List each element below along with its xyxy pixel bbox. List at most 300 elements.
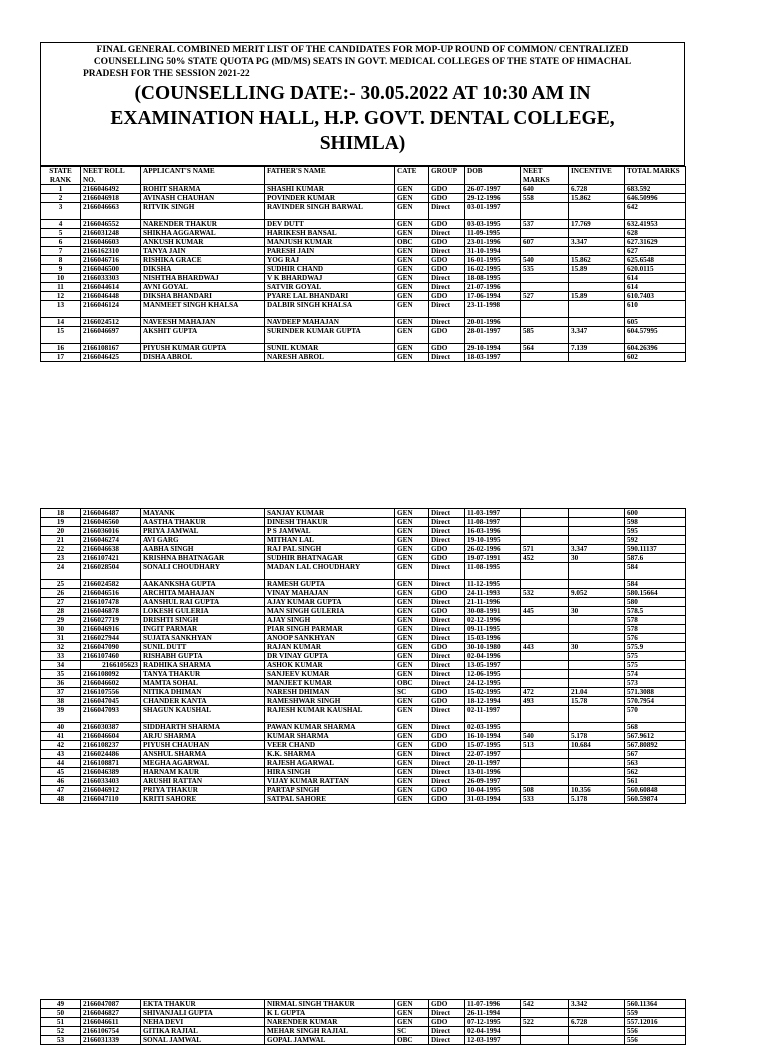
cell-category: GEN: [395, 652, 429, 661]
cell-dob: 24-11-1993: [465, 589, 521, 598]
cell-total-marks: 595: [625, 527, 686, 536]
cell-state-rank: 19: [41, 518, 81, 527]
cell-incentive: [569, 580, 625, 589]
table-row: [41, 598, 686, 607]
cell-neet-marks: 537: [521, 220, 569, 229]
cell-neet-marks: 607: [521, 238, 569, 247]
cell-total-marks: 580: [625, 598, 686, 607]
cell-dob: 16-03-1996: [465, 527, 521, 536]
cell-father-name: KUMAR SHARMA: [265, 732, 395, 741]
cell-category: GEN: [395, 634, 429, 643]
cell-neet-roll-no: 2166024582: [81, 580, 141, 589]
cell-total-marks: 646.50996: [625, 194, 686, 203]
table-body: [41, 185, 686, 362]
cell-state-rank: 48: [41, 795, 81, 804]
cell-applicant-name: DISHA ABROL: [141, 353, 265, 362]
cell-father-name: MANJUSH KUMAR: [265, 238, 395, 247]
cell-dob: 16-10-1994: [465, 732, 521, 741]
cell-total-marks: 574: [625, 670, 686, 679]
cell-neet-marks: [521, 229, 569, 238]
cell-category: GEN: [395, 589, 429, 598]
cell-category: GEN: [395, 741, 429, 750]
cell-father-name: PARESH JAIN: [265, 247, 395, 256]
cell-total-marks: 559: [625, 1009, 686, 1018]
cell-neet-roll-no: 2166036016: [81, 527, 141, 536]
cell-applicant-name: MANMEET SINGH KHALSA: [141, 301, 265, 318]
cell-neet-marks: [521, 1027, 569, 1036]
cell-incentive: [569, 723, 625, 732]
cell-incentive: [569, 661, 625, 670]
cell-incentive: [569, 768, 625, 777]
cell-dob: 13-01-1996: [465, 768, 521, 777]
cell-group: Direct: [429, 768, 465, 777]
cell-dob: 16-02-1995: [465, 265, 521, 274]
table-body: [41, 1000, 686, 1045]
cell-dob: 20-01-1996: [465, 318, 521, 327]
cell-father-name: ANOOP SANKHYAN: [265, 634, 395, 643]
cell-neet-marks: 564: [521, 344, 569, 353]
cell-father-name: SANJEEV KUMAR: [265, 670, 395, 679]
cell-state-rank: 22: [41, 545, 81, 554]
cell-neet-marks: 571: [521, 545, 569, 554]
table-row: [41, 301, 686, 318]
cell-incentive: 5.178: [569, 795, 625, 804]
col-neet-roll: NEET ROLL NO.: [81, 167, 141, 185]
cell-dob: 16-01-1995: [465, 256, 521, 265]
cell-applicant-name: ANSHUL SHARMA: [141, 750, 265, 759]
cell-group: Direct: [429, 301, 465, 318]
cell-total-marks: 563: [625, 759, 686, 768]
cell-applicant-name: RADHIKA SHARMA: [141, 661, 265, 670]
cell-dob: 12-06-1995: [465, 670, 521, 679]
cell-group: Direct: [429, 652, 465, 661]
cell-total-marks: 602: [625, 353, 686, 362]
cell-group: GDO: [429, 545, 465, 554]
cell-category: GEN: [395, 786, 429, 795]
table-row: [41, 518, 686, 527]
cell-incentive: [569, 563, 625, 580]
cell-category: GEN: [395, 536, 429, 545]
cell-applicant-name: HARNAM KAUR: [141, 768, 265, 777]
cell-father-name: NARESH ABROL: [265, 353, 395, 362]
cell-applicant-name: AAKANKSHA GUPTA: [141, 580, 265, 589]
table-row: [41, 563, 686, 580]
cell-dob: 30-08-1991: [465, 607, 521, 616]
table-row: [41, 265, 686, 274]
cell-total-marks: 587.6: [625, 554, 686, 563]
cell-dob: 02-11-1997: [465, 706, 521, 723]
cell-category: GEN: [395, 247, 429, 256]
cell-category: GEN: [395, 318, 429, 327]
cell-neet-roll-no: 2166108237: [81, 741, 141, 750]
table-row: [41, 1027, 686, 1036]
cell-dob: 10-04-1995: [465, 786, 521, 795]
cell-dob: 18-03-1997: [465, 353, 521, 362]
cell-neet-roll-no: 2166030387: [81, 723, 141, 732]
document-heading: [40, 42, 685, 166]
cell-state-rank: 5: [41, 229, 81, 238]
cell-group: GDO: [429, 1018, 465, 1027]
heading-big-line-3: SHIMLA): [319, 133, 406, 154]
cell-state-rank: 14: [41, 318, 81, 327]
cell-applicant-name: MEGHA AGARWAL: [141, 759, 265, 768]
cell-dob: 26-02-1996: [465, 545, 521, 554]
cell-group: GDO: [429, 786, 465, 795]
cell-applicant-name: PRIYA JAMWAL: [141, 527, 265, 536]
cell-dob: 09-11-1995: [465, 625, 521, 634]
heading-line-2: COUNSELLING 50% STATE QUOTA PG (MD/MS) SEATS IN GOVT. MEDICAL COLLEGES OF THE STATE OF HIMACHAL: [93, 57, 632, 67]
merit-table-block-2: [40, 508, 686, 804]
cell-neet-roll-no: 2166046492: [81, 185, 141, 194]
table-row: [41, 652, 686, 661]
cell-applicant-name: PIYUSH KUMAR GUPTA: [141, 344, 265, 353]
cell-applicant-name: AVNI GOYAL: [141, 283, 265, 292]
cell-group: Direct: [429, 353, 465, 362]
cell-dob: 18-12-1994: [465, 697, 521, 706]
cell-group: Direct: [429, 750, 465, 759]
heading-line-3: PRADESH FOR THE SESSION 2021-22: [83, 69, 250, 79]
cell-category: GEN: [395, 527, 429, 536]
cell-total-marks: 568: [625, 723, 686, 732]
cell-category: GEN: [395, 616, 429, 625]
cell-neet-marks: 533: [521, 795, 569, 804]
cell-applicant-name: ARCHITA MAHAJAN: [141, 589, 265, 598]
cell-total-marks: 567: [625, 750, 686, 759]
table-row: [41, 536, 686, 545]
cell-group: Direct: [429, 616, 465, 625]
cell-neet-marks: 445: [521, 607, 569, 616]
cell-incentive: [569, 301, 625, 318]
cell-group: GDO: [429, 795, 465, 804]
cell-group: GDO: [429, 344, 465, 353]
col-applicant-name: APPLICANT'S NAME: [141, 167, 265, 185]
cell-group: Direct: [429, 723, 465, 732]
cell-group: Direct: [429, 274, 465, 283]
table-row: [41, 750, 686, 759]
cell-state-rank: 41: [41, 732, 81, 741]
cell-neet-roll-no: 2166047090: [81, 643, 141, 652]
cell-total-marks: 584: [625, 563, 686, 580]
cell-incentive: [569, 759, 625, 768]
cell-neet-marks: 532: [521, 589, 569, 598]
cell-incentive: 3.347: [569, 238, 625, 247]
cell-total-marks: 556: [625, 1027, 686, 1036]
cell-group: Direct: [429, 661, 465, 670]
table-row: [41, 723, 686, 732]
cell-neet-roll-no: 2166027719: [81, 616, 141, 625]
cell-applicant-name: TANYA JAIN: [141, 247, 265, 256]
cell-neet-roll-no: 2166031248: [81, 229, 141, 238]
cell-state-rank: 30: [41, 625, 81, 634]
cell-neet-marks: [521, 723, 569, 732]
cell-neet-roll-no: 2166028504: [81, 563, 141, 580]
cell-state-rank: 47: [41, 786, 81, 795]
cell-father-name: DINESH THAKUR: [265, 518, 395, 527]
table-row: [41, 1036, 686, 1045]
counselling-date-heading: [41, 81, 684, 156]
cell-dob: 26-11-1994: [465, 1009, 521, 1018]
cell-category: GEN: [395, 220, 429, 229]
cell-category: GEN: [395, 545, 429, 554]
cell-group: Direct: [429, 518, 465, 527]
cell-applicant-name: AKSHIT GUPTA: [141, 327, 265, 344]
cell-state-rank: 34: [41, 661, 81, 670]
cell-neet-marks: [521, 777, 569, 786]
cell-neet-marks: [521, 247, 569, 256]
cell-total-marks: 632.41953: [625, 220, 686, 229]
table-row: [41, 238, 686, 247]
cell-dob: 28-01-1997: [465, 327, 521, 344]
cell-category: GEN: [395, 777, 429, 786]
cell-father-name: YOG RAJ: [265, 256, 395, 265]
cell-applicant-name: RITVIK SINGH: [141, 203, 265, 220]
cell-neet-marks: 540: [521, 256, 569, 265]
cell-category: GEN: [395, 732, 429, 741]
cell-applicant-name: NEHA DEVI: [141, 1018, 265, 1027]
cell-applicant-name: ARJU SHARMA: [141, 732, 265, 741]
cell-total-marks: 575: [625, 661, 686, 670]
cell-applicant-name: NITIKA DHIMAN: [141, 688, 265, 697]
cell-applicant-name: MAYANK: [141, 509, 265, 518]
cell-father-name: NIRMAL SINGH THAKUR: [265, 1000, 395, 1009]
cell-neet-roll-no: 2166047093: [81, 706, 141, 723]
cell-neet-marks: [521, 1036, 569, 1045]
cell-applicant-name: TANYA THAKUR: [141, 670, 265, 679]
cell-incentive: [569, 318, 625, 327]
table-row: [41, 688, 686, 697]
cell-neet-roll-no: 2166046552: [81, 220, 141, 229]
cell-group: Direct: [429, 509, 465, 518]
cell-neet-marks: [521, 759, 569, 768]
cell-neet-roll-no: 2166046603: [81, 238, 141, 247]
cell-neet-marks: [521, 536, 569, 545]
cell-category: GEN: [395, 1000, 429, 1009]
cell-incentive: [569, 679, 625, 688]
cell-total-marks: 604.26396: [625, 344, 686, 353]
cell-group: GDO: [429, 589, 465, 598]
table-row: [41, 643, 686, 652]
cell-incentive: [569, 509, 625, 518]
cell-applicant-name: DIKSHA: [141, 265, 265, 274]
table-row: [41, 795, 686, 804]
table-row: [41, 616, 686, 625]
cell-total-marks: 590.11137: [625, 545, 686, 554]
table-row: [41, 185, 686, 194]
cell-neet-roll-no: 2166107478: [81, 598, 141, 607]
cell-group: Direct: [429, 1027, 465, 1036]
cell-total-marks: 561: [625, 777, 686, 786]
cell-dob: 02-12-1996: [465, 616, 521, 625]
table-row: [41, 327, 686, 344]
cell-state-rank: 38: [41, 697, 81, 706]
cell-incentive: 30: [569, 607, 625, 616]
cell-neet-roll-no: 2166046560: [81, 518, 141, 527]
table-row: [41, 353, 686, 362]
cell-neet-roll-no: 2166108092: [81, 670, 141, 679]
cell-group: GDO: [429, 732, 465, 741]
table-row: [41, 292, 686, 301]
cell-incentive: [569, 652, 625, 661]
cell-applicant-name: ARUSHI RATTAN: [141, 777, 265, 786]
cell-applicant-name: KRISHNA BHATNAGAR: [141, 554, 265, 563]
cell-total-marks: 614: [625, 274, 686, 283]
cell-father-name: PAWAN KUMAR SHARMA: [265, 723, 395, 732]
cell-neet-roll-no: 2166033403: [81, 777, 141, 786]
cell-incentive: [569, 518, 625, 527]
cell-incentive: [569, 598, 625, 607]
cell-neet-marks: [521, 625, 569, 634]
cell-state-rank: 33: [41, 652, 81, 661]
cell-state-rank: 52: [41, 1027, 81, 1036]
cell-incentive: 3.347: [569, 545, 625, 554]
cell-total-marks: 571.3088: [625, 688, 686, 697]
cell-category: OBC: [395, 1036, 429, 1045]
cell-group: GDO: [429, 607, 465, 616]
cell-category: GEN: [395, 670, 429, 679]
col-group: GROUP: [429, 167, 465, 185]
cell-neet-roll-no: 2166107421: [81, 554, 141, 563]
cell-group: GDO: [429, 741, 465, 750]
table-row: [41, 554, 686, 563]
cell-father-name: MITHAN LAL: [265, 536, 395, 545]
cell-category: GEN: [395, 301, 429, 318]
cell-category: SC: [395, 688, 429, 697]
cell-neet-marks: [521, 301, 569, 318]
cell-category: SC: [395, 1027, 429, 1036]
cell-state-rank: 32: [41, 643, 81, 652]
cell-category: GEN: [395, 768, 429, 777]
cell-incentive: 10.684: [569, 741, 625, 750]
cell-incentive: 7.139: [569, 344, 625, 353]
cell-state-rank: 18: [41, 509, 81, 518]
cell-neet-marks: 522: [521, 1018, 569, 1027]
cell-neet-roll-no: 2166046611: [81, 1018, 141, 1027]
cell-incentive: [569, 274, 625, 283]
cell-total-marks: 628: [625, 229, 686, 238]
cell-dob: 23-11-1998: [465, 301, 521, 318]
table-row: [41, 1018, 686, 1027]
cell-neet-roll-no: 2166046500: [81, 265, 141, 274]
cell-state-rank: 31: [41, 634, 81, 643]
table-row: [41, 283, 686, 292]
cell-state-rank: 12: [41, 292, 81, 301]
table-row: [41, 580, 686, 589]
cell-neet-marks: [521, 318, 569, 327]
cell-applicant-name: KRITI SAHORE: [141, 795, 265, 804]
cell-state-rank: 42: [41, 741, 81, 750]
cell-father-name: SUDHIR CHAND: [265, 265, 395, 274]
cell-category: GEN: [395, 661, 429, 670]
cell-incentive: [569, 706, 625, 723]
cell-neet-roll-no: 2166046697: [81, 327, 141, 344]
cell-neet-roll-no: 2166046912: [81, 786, 141, 795]
cell-state-rank: 46: [41, 777, 81, 786]
cell-neet-marks: 585: [521, 327, 569, 344]
cell-category: GEN: [395, 256, 429, 265]
cell-father-name: K.K. SHARMA: [265, 750, 395, 759]
cell-neet-roll-no: 2166027944: [81, 634, 141, 643]
cell-neet-marks: 443: [521, 643, 569, 652]
cell-category: GEN: [395, 265, 429, 274]
cell-state-rank: 44: [41, 759, 81, 768]
cell-group: Direct: [429, 777, 465, 786]
cell-dob: 31-10-1994: [465, 247, 521, 256]
cell-incentive: 15.89: [569, 292, 625, 301]
cell-group: GDO: [429, 185, 465, 194]
cell-dob: 11-09-1995: [465, 229, 521, 238]
cell-dob: 20-11-1997: [465, 759, 521, 768]
cell-total-marks: 578.5: [625, 607, 686, 616]
cell-total-marks: 560.59874: [625, 795, 686, 804]
cell-group: Direct: [429, 536, 465, 545]
cell-neet-roll-no: 2166107460: [81, 652, 141, 661]
cell-total-marks: 575.9: [625, 643, 686, 652]
cell-father-name: SATPAL SAHORE: [265, 795, 395, 804]
cell-total-marks: 570.7954: [625, 697, 686, 706]
cell-neet-roll-no: 2166046918: [81, 194, 141, 203]
cell-category: GEN: [395, 750, 429, 759]
cell-state-rank: 23: [41, 554, 81, 563]
cell-neet-marks: [521, 353, 569, 362]
cell-father-name: RAJESH AGARWAL: [265, 759, 395, 768]
cell-incentive: 9.052: [569, 589, 625, 598]
cell-total-marks: 614: [625, 283, 686, 292]
cell-state-rank: 17: [41, 353, 81, 362]
cell-category: GEN: [395, 795, 429, 804]
cell-group: GDO: [429, 554, 465, 563]
cell-group: GDO: [429, 265, 465, 274]
cell-dob: 11-12-1995: [465, 580, 521, 589]
cell-applicant-name: AANSHUL RAI GUPTA: [141, 598, 265, 607]
col-dob: DOB: [465, 167, 521, 185]
cell-dob: 15-07-1995: [465, 741, 521, 750]
cell-incentive: [569, 625, 625, 634]
cell-category: GEN: [395, 607, 429, 616]
cell-total-marks: 605: [625, 318, 686, 327]
cell-applicant-name: EKTA THAKUR: [141, 1000, 265, 1009]
cell-father-name: VIJAY KUMAR RATTAN: [265, 777, 395, 786]
cell-group: GDO: [429, 697, 465, 706]
cell-group: Direct: [429, 247, 465, 256]
cell-group: Direct: [429, 679, 465, 688]
cell-incentive: 10.356: [569, 786, 625, 795]
cell-total-marks: 683.592: [625, 185, 686, 194]
cell-group: Direct: [429, 670, 465, 679]
cell-dob: 15-03-1996: [465, 634, 521, 643]
cell-neet-roll-no: 2166046602: [81, 679, 141, 688]
cell-applicant-name: SIDDHARTH SHARMA: [141, 723, 265, 732]
cell-father-name: VINAY MAHAJAN: [265, 589, 395, 598]
cell-incentive: 30: [569, 643, 625, 652]
cell-applicant-name: MAMTA SOHAL: [141, 679, 265, 688]
cell-group: Direct: [429, 1009, 465, 1018]
cell-neet-marks: 535: [521, 265, 569, 274]
cell-father-name: K L GUPTA: [265, 1009, 395, 1018]
cell-dob: 15-02-1995: [465, 688, 521, 697]
cell-neet-roll-no: 2166046916: [81, 625, 141, 634]
cell-neet-marks: 527: [521, 292, 569, 301]
cell-category: GEN: [395, 1009, 429, 1018]
cell-incentive: 30: [569, 554, 625, 563]
cell-father-name: SUNIL KUMAR: [265, 344, 395, 353]
cell-father-name: NAVDEEP MAHAJAN: [265, 318, 395, 327]
cell-father-name: AJAY SINGH: [265, 616, 395, 625]
cell-incentive: [569, 1036, 625, 1045]
cell-neet-roll-no: 2166106754: [81, 1027, 141, 1036]
cell-incentive: [569, 353, 625, 362]
cell-total-marks: 627: [625, 247, 686, 256]
cell-father-name: SANJAY KUMAR: [265, 509, 395, 518]
